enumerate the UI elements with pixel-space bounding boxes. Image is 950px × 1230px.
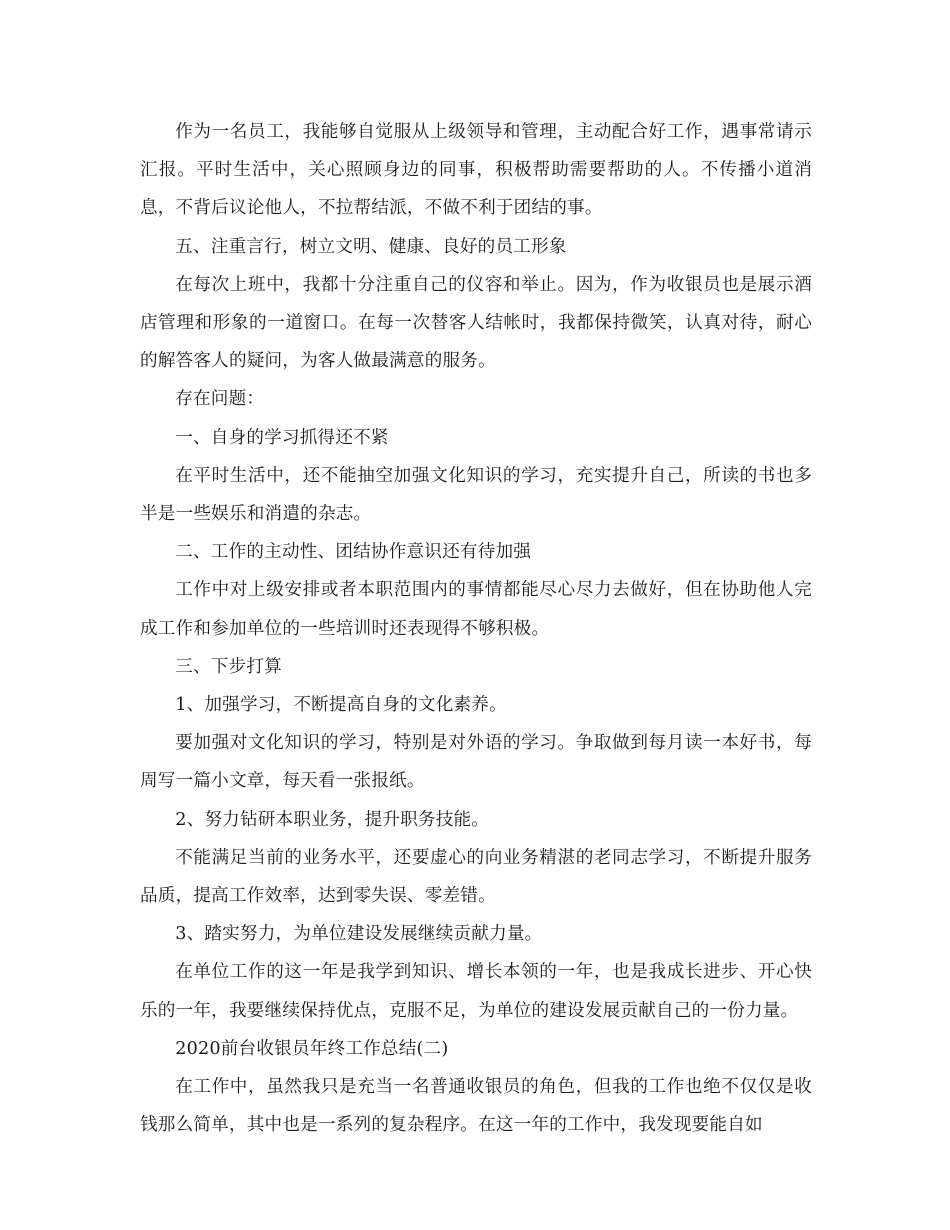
heading-problems: 存在问题： (175, 389, 265, 410)
paragraph-team-conduct: 作为一名员工，我能够自觉服从上级领导和管理，主动配合好工作，遇事常请示汇报。平时生活中，关心照顾身边的同事，积极帮助需要帮助的人。不传播小道消息，不背后议论他人，不拉帮结派，不做不利于团结的事。 (140, 122, 812, 219)
paragraph-plan-one: 要加强对文化知识的学习，特别是对外语的学习。争取做到每月读一本好书，每周写一篇小文章，每天看一张报纸。 (140, 733, 812, 792)
heading-section-five: 五、注重言行，树立文明、健康、良好的员工形象 (175, 236, 567, 257)
paragraph-plan-two: 不能满足当前的业务水平，还要虚心的向业务精湛的老同志学习，不断提升服务品质，提高工作效率，达到零失误、零差错。 (140, 847, 812, 907)
document-body (140, 113, 812, 1144)
paragraph-problem-one: 在平时生活中，还不能抽空加强文化知识的学习，充实提升自己，所读的书也多半是一些娱乐和消遣的杂志。 (140, 465, 812, 525)
heading-problem-one: 一、自身的学习抓得还不紧 (175, 427, 389, 448)
paragraph-problem-two: 工作中对上级安排或者本职范围内的事情都能尽心尽力去做好，但在协助他人完成工作和参加单位的一些培训时还表现得不够积极。 (140, 580, 812, 639)
heading-problem-two: 二、工作的主动性、团结协作意识还有待加强 (175, 542, 532, 563)
paragraph-summary-two-intro: 在工作中，虽然我只是充当一名普通收银员的角色，但我的工作也绝不仅仅是收钱那么简单，其中也是一系列的复杂程序。在这一年的工作中，我发现要能自如 (140, 1077, 812, 1136)
paragraph-appearance: 在每次上班中，我都十分注重自己的仪容和举止。因为，作为收银员也是展示酒店管理和形象的一道窗口。在每一次替客人结帐时，我都保持微笑，认真对待，耐心的解答客人的疑问，为客人做最满意的服务。 (140, 274, 812, 372)
paragraph-plan-three: 在单位工作的这一年是我学到知识、增长本领的一年，也是我成长进步、开心快乐的一年，我要继续保持优点，克服不足，为单位的建设发展贡献自己的一份力量。 (140, 962, 812, 1021)
heading-next-plan: 三、下步打算 (175, 656, 282, 677)
heading-plan-two: 2、努力钻研本职业务，提升职务技能。 (175, 809, 490, 830)
heading-plan-three: 3、踏实努力，为单位建设发展继续贡献力量。 (175, 924, 543, 945)
heading-summary-two: 2020前台收银员年终工作总结(二) (175, 1038, 449, 1059)
heading-plan-one: 1、加强学习，不断提高自身的文化素养。 (175, 695, 507, 716)
